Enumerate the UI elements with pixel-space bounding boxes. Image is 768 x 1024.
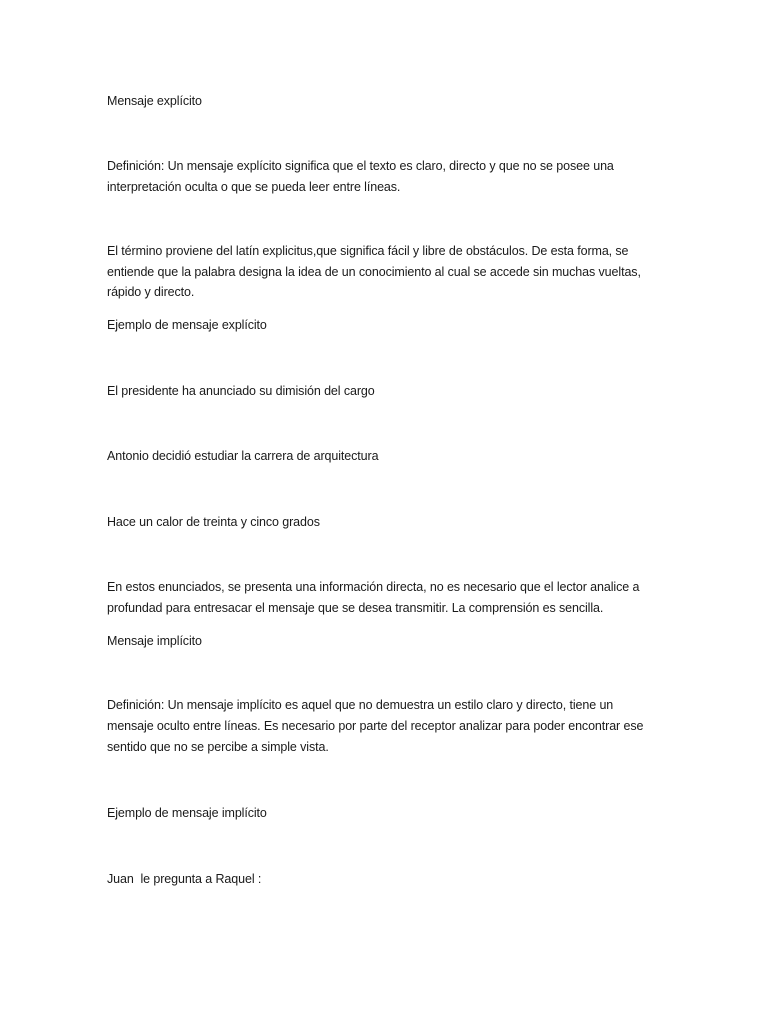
definition-implicit-line-2: mensaje oculto entre líneas. Es necesario por parte del receptor analizar para poder encontrar ese — [107, 719, 644, 733]
example-explicit-heading: Ejemplo de mensaje explícito — [107, 318, 267, 332]
definition-implicit-line-1: Definición: Un mensaje implícito es aquel que no demuestra un estilo claro y directo, tiene un — [107, 698, 614, 712]
explanation-line-2: profundad para entresacar el mensaje que se desea transmitir. La comprensión es sencilla. — [107, 601, 604, 615]
explanation-line-1: En estos enunciados, se presenta una información directa, no es necesario que el lector analice a — [107, 580, 640, 594]
example-explicit-3: Hace un calor de treinta y cinco grados — [107, 515, 320, 529]
origin-line-3: rápido y directo. — [107, 285, 195, 299]
heading-implicit-message: Mensaje implícito — [107, 634, 202, 648]
heading-explicit-message: Mensaje explícito — [107, 94, 202, 108]
origin-line-1: El término proviene del latín explicitus,que significa fácil y libre de obstáculos. De esta forma, se — [107, 244, 629, 258]
example-implicit-heading: Ejemplo de mensaje implícito — [107, 806, 267, 820]
example-explicit-1: El presidente ha anunciado su dimisión del cargo — [107, 384, 375, 398]
origin-line-2: entiende que la palabra designa la idea de un conocimiento al cual se accede sin muchas vueltas, — [107, 265, 641, 279]
definition-explicit-line-2: interpretación oculta o que se pueda leer entre líneas. — [107, 180, 401, 194]
example-implicit-1: Juan le pregunta a Raquel : — [107, 872, 262, 886]
example-explicit-2: Antonio decidió estudiar la carrera de arquitectura — [107, 449, 379, 463]
definition-explicit-line-1: Definición: Un mensaje explícito significa que el texto es claro, directo y que no se posee una — [107, 159, 614, 173]
definition-implicit-line-3: sentido que no se percibe a simple vista. — [107, 740, 329, 754]
